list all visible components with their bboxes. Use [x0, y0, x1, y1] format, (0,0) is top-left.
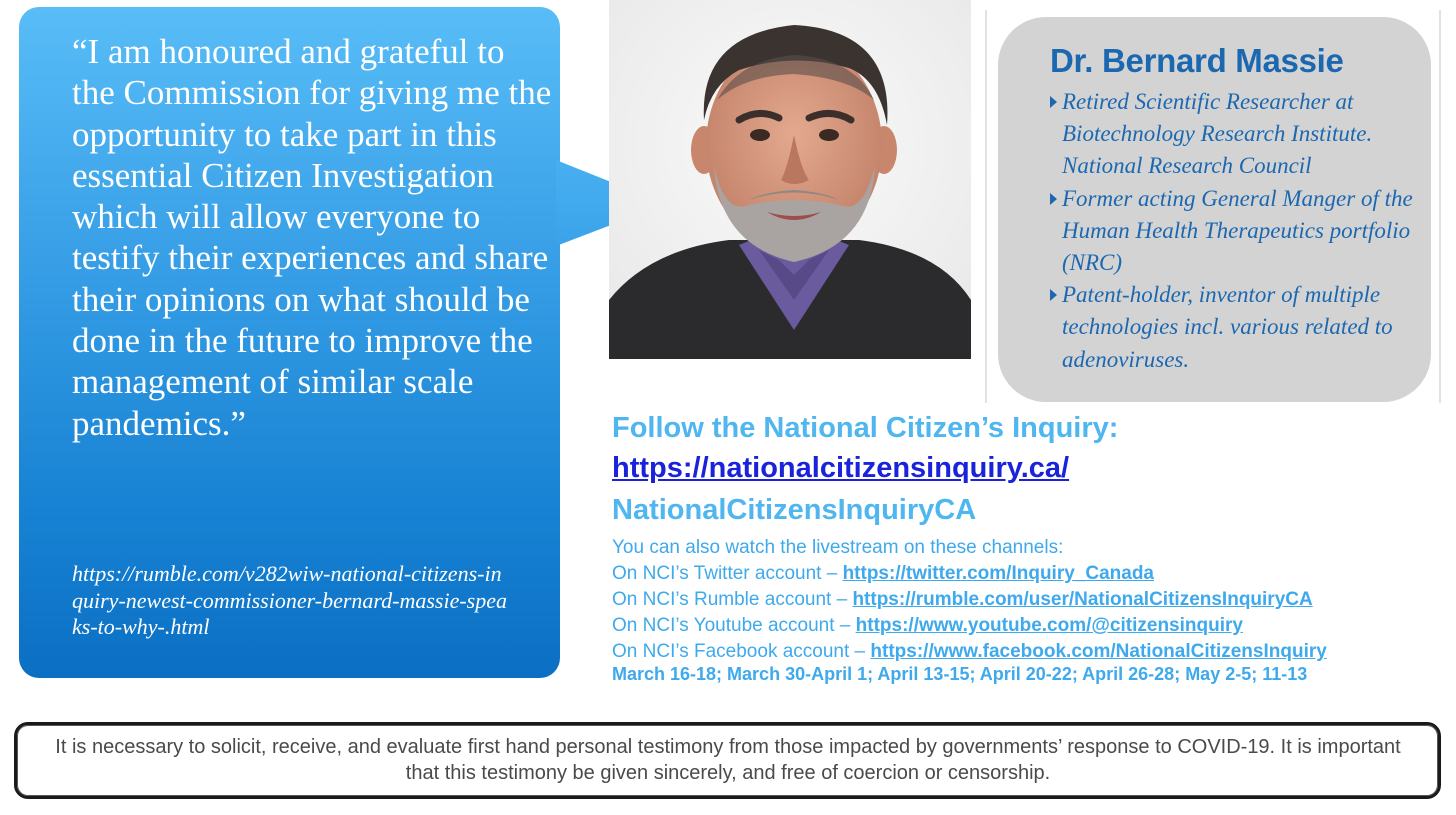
youtube-link[interactable]: https://www.youtube.com/@citizensinquiry: [855, 615, 1243, 636]
channel-item-twitter: On NCI’s Twitter account – https://twitter.com/Inquiry_Canada: [612, 563, 1154, 584]
session-dates: March 16-18; March 30-April 1; April 13-15; April 20-22; April 26-28; May 2-5; 11-13: [612, 664, 1308, 684]
triangle-bullet-icon: [1050, 289, 1057, 301]
triangle-bullet-icon: [1050, 96, 1057, 108]
portrait-photo: [609, 0, 971, 359]
channel-item-facebook: On NCI’s Facebook account – https://www.facebook.com/NationalCitizensInquiry: [612, 641, 1327, 662]
bio-list: [1050, 86, 1425, 376]
bio-item: Retired Scientific Researcher at Biotechnology Research Institute. National Research Council: [1050, 86, 1425, 183]
follow-title: Follow the National Citizen’s Inquiry:: [612, 412, 1119, 444]
twitter-link[interactable]: https://twitter.com/Inquiry_Canada: [842, 563, 1154, 584]
social-handle: NationalCitizensInquiryCA: [612, 494, 977, 526]
quote-source-link[interactable]: https://rumble.com/v282wiw-national-citizens-inquiry-newest-commissioner-bernard-massie-speaks-to-why-.html: [72, 561, 508, 639]
channel-item-youtube: On NCI’s Youtube account – https://www.youtube.com/@citizensinquiry: [612, 615, 1243, 636]
statement-text: It is necessary to solicit, receive, and evaluate first hand personal testimony from those impacted by governments’ response to COVID-19. It is important that this testimony be given sincerely, and free of coercion or censorship.: [55, 736, 1401, 784]
livestream-intro: You can also watch the livestream on these channels:: [612, 537, 1064, 558]
bio-item: Former acting General Manger of the Human Health Therapeutics portfolio (NRC): [1050, 183, 1425, 280]
bio-name: Dr. Bernard Massie: [1050, 42, 1344, 79]
channel-list: [612, 561, 1327, 665]
website-link[interactable]: https://nationalcitizensinquiry.ca/: [612, 452, 1070, 484]
facebook-link[interactable]: https://www.facebook.com/NationalCitizensInquiry: [870, 641, 1327, 662]
quote-text: “I am honoured and grateful to the Commission for giving me the opportunity to take part in this essential Citizen Investigation which will allow everyone to testify their experiences and share their opinions on what should be done in the future to improve the management of similar scale pandemics.”: [72, 32, 552, 443]
channel-item-rumble: On NCI’s Rumble account – https://rumble.com/user/NationalCitizensInquiryCA: [612, 589, 1313, 610]
rumble-link[interactable]: https://rumble.com/user/NationalCitizensInquiryCA: [852, 589, 1313, 610]
triangle-bullet-icon: [1050, 193, 1057, 205]
bio-item: Patent-holder, inventor of multiple technologies incl. various related to adenoviruses.: [1050, 279, 1425, 376]
